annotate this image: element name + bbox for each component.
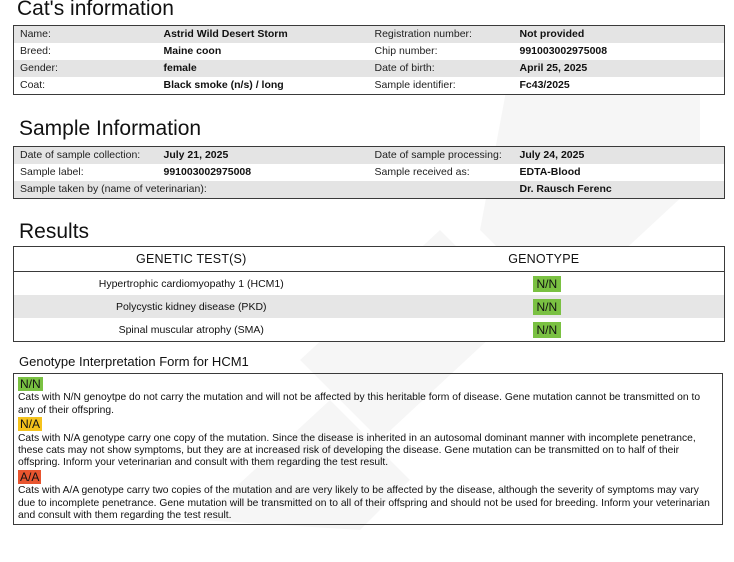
name-label: Name:: [14, 26, 158, 44]
coat-value: Black smoke (n/s) / long: [158, 77, 369, 95]
genotype-badge: N/N: [533, 276, 562, 292]
interpretation-item-nn: [18, 377, 717, 417]
genotype-badge-na: N/A: [20, 417, 41, 432]
birth-date-label: Date of birth:: [369, 60, 514, 77]
genotype-badge: N/N: [533, 322, 562, 338]
gender-value: female: [158, 60, 369, 77]
interpretation-item-na: [18, 417, 717, 470]
genotype-badge-nn: N/N: [20, 377, 41, 391]
table-row: [14, 147, 725, 165]
chip-label: Chip number:: [369, 43, 514, 60]
table-row: [14, 272, 725, 296]
results-table: [13, 246, 725, 342]
test-name: Spinal muscular atrophy (SMA): [14, 318, 369, 342]
sample-id-value: Fc43/2025: [514, 77, 725, 95]
interpretation-item-aa: [18, 470, 717, 523]
taken-by-spacer: [369, 181, 514, 199]
cat-info-table: [13, 25, 725, 95]
processing-date-label: Date of sample processing:: [369, 147, 514, 165]
cat-info-title: Cat's information: [17, 0, 174, 20]
table-row: [14, 26, 725, 44]
table-row: [14, 318, 725, 342]
taken-by-label: Sample taken by (name of veterinarian):: [14, 181, 369, 199]
results-title: Results: [19, 220, 90, 243]
taken-by-value: Dr. Rausch Ferenc: [514, 181, 725, 199]
processing-date-value: July 24, 2025: [514, 147, 725, 165]
registration-label: Registration number:: [369, 26, 514, 44]
registration-value: Not provided: [514, 26, 725, 44]
genotype-badge: N/N: [533, 299, 562, 315]
sample-id-label: Sample identifier:: [369, 77, 514, 95]
breed-label: Breed:: [14, 43, 158, 60]
test-name: Hypertrophic cardiomyopathy 1 (HCM1): [14, 272, 369, 296]
table-row: [14, 181, 725, 199]
table-row: [14, 60, 725, 77]
interpretation-text-aa: Cats with A/A genotype carry two copies of the mutation and are very likely to be affected by the disease, although the severity of symptoms may vary due to incomplete penetrance. Gene mutation will be transmitted on to all of their offspring and should not be used for breeding. Inform your veterinarian and consult with them regarding the test result.: [18, 485, 710, 522]
genotype-cell: [369, 295, 725, 318]
coat-label: Coat:: [14, 77, 158, 95]
collection-date-value: July 21, 2025: [158, 147, 369, 165]
sample-label-value: 991003002975008: [158, 164, 369, 181]
interpretation-text-na: Cats with N/A genotype carry one copy of the mutation. Since the disease is inherited in an autosomal dominant manner with incomplete penetrance, these cats may not show symptoms, but they are at increased risk of developing the disease. Gene mutation can be transmitted on to half of their offspring. Inform your veterinarian and consult with them regarding the test result.: [18, 432, 696, 469]
genetic-test-header: GENETIC TEST(S): [14, 247, 369, 272]
gender-label: Gender:: [14, 60, 158, 77]
sample-info-table: [13, 146, 725, 199]
name-value: Astrid Wild Desert Storm: [158, 26, 369, 44]
received-as-value: EDTA-Blood: [514, 164, 725, 181]
test-name: Polycystic kidney disease (PKD): [14, 295, 369, 318]
genotype-cell: [369, 272, 725, 296]
chip-value: 991003002975008: [514, 43, 725, 60]
table-row: [14, 295, 725, 318]
table-row: [14, 77, 725, 95]
birth-date-value: April 25, 2025: [514, 60, 725, 77]
table-row: [14, 43, 725, 60]
sample-label-label: Sample label:: [14, 164, 158, 181]
genotype-cell: [369, 318, 725, 342]
collection-date-label: Date of sample collection:: [14, 147, 158, 165]
breed-value: Maine coon: [158, 43, 369, 60]
interpretation-text-nn: Cats with N/N genoytpe do not carry the mutation and will not be affected by this heritable form of disease. Gene mutation cannot be transmitted on to any of their offspring.: [18, 392, 701, 416]
genotype-header: GENOTYPE: [369, 247, 725, 272]
interpretation-title: Genotype Interpretation Form for HCM1: [19, 354, 249, 369]
genotype-badge-aa: A/A: [20, 469, 40, 484]
sample-info-title: Sample Information: [19, 117, 202, 140]
interpretation-box: [13, 373, 723, 525]
results-header-row: [14, 247, 725, 272]
table-row: [14, 164, 725, 181]
received-as-label: Sample received as:: [369, 164, 514, 181]
